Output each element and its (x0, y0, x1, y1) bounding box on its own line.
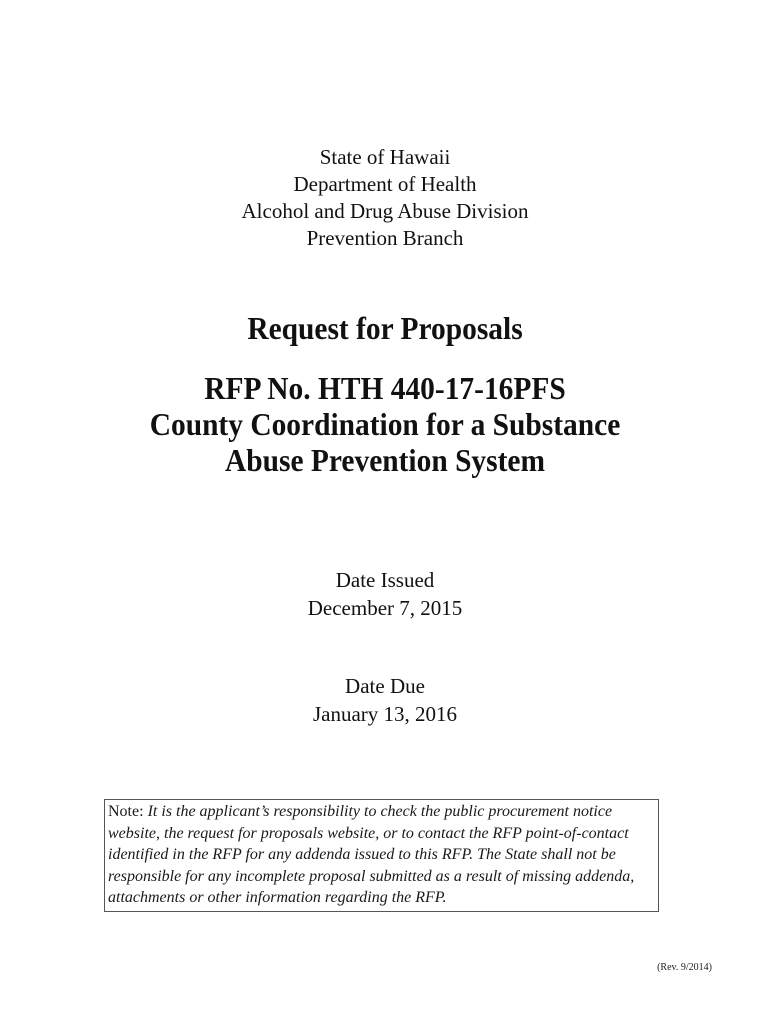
revision-label: (Rev. 9/2014) (657, 962, 712, 973)
division-name: Alcohol and Drug Abuse Division (241, 199, 529, 223)
rfp-number: RFP No. HTH 440-17-16PFS (204, 370, 566, 406)
date-due-block (0, 672, 770, 728)
note-label: Note (108, 803, 140, 820)
agency-header (0, 144, 770, 252)
rfp-title-block (0, 370, 770, 478)
branch-name: Prevention Branch (306, 226, 464, 250)
rfp-title-line-1: County Coordination for a Substance (149, 406, 621, 442)
date-issued-block (0, 566, 770, 622)
rfp-title-line-2: Abuse Prevention System (224, 442, 546, 478)
date-issued-label: Date Issued (335, 568, 435, 592)
note-box: Note: It is the applicant’s responsibility to check the public procurement notice website, the request for proposals website, or to contact the RFP point-of-contact identified in the RFP for any addenda issued to this RFP. The State shall not be responsible for any incomplete proposal submitted as a result of missing addenda, attachments or other information regarding the RFP. (104, 799, 659, 912)
date-issued-value: December 7, 2015 (307, 596, 463, 620)
date-due-label: Date Due (345, 674, 425, 698)
state-name: State of Hawaii (319, 145, 451, 169)
document-type-heading: Request for Proposals (247, 310, 523, 346)
note-text: It is the applicant’s responsibility to check the public procurement notice website, the request for proposals website, or to contact the RFP point-of-contact identified in the RFP for any addenda issued to this RFP. The State shall not be responsible for any incomplete proposal submitted as a result of missing addenda, attachments or other information regarding the RFP. (108, 803, 635, 906)
date-due-value: January 13, 2016 (312, 702, 458, 726)
department-name: Department of Health (293, 172, 477, 196)
